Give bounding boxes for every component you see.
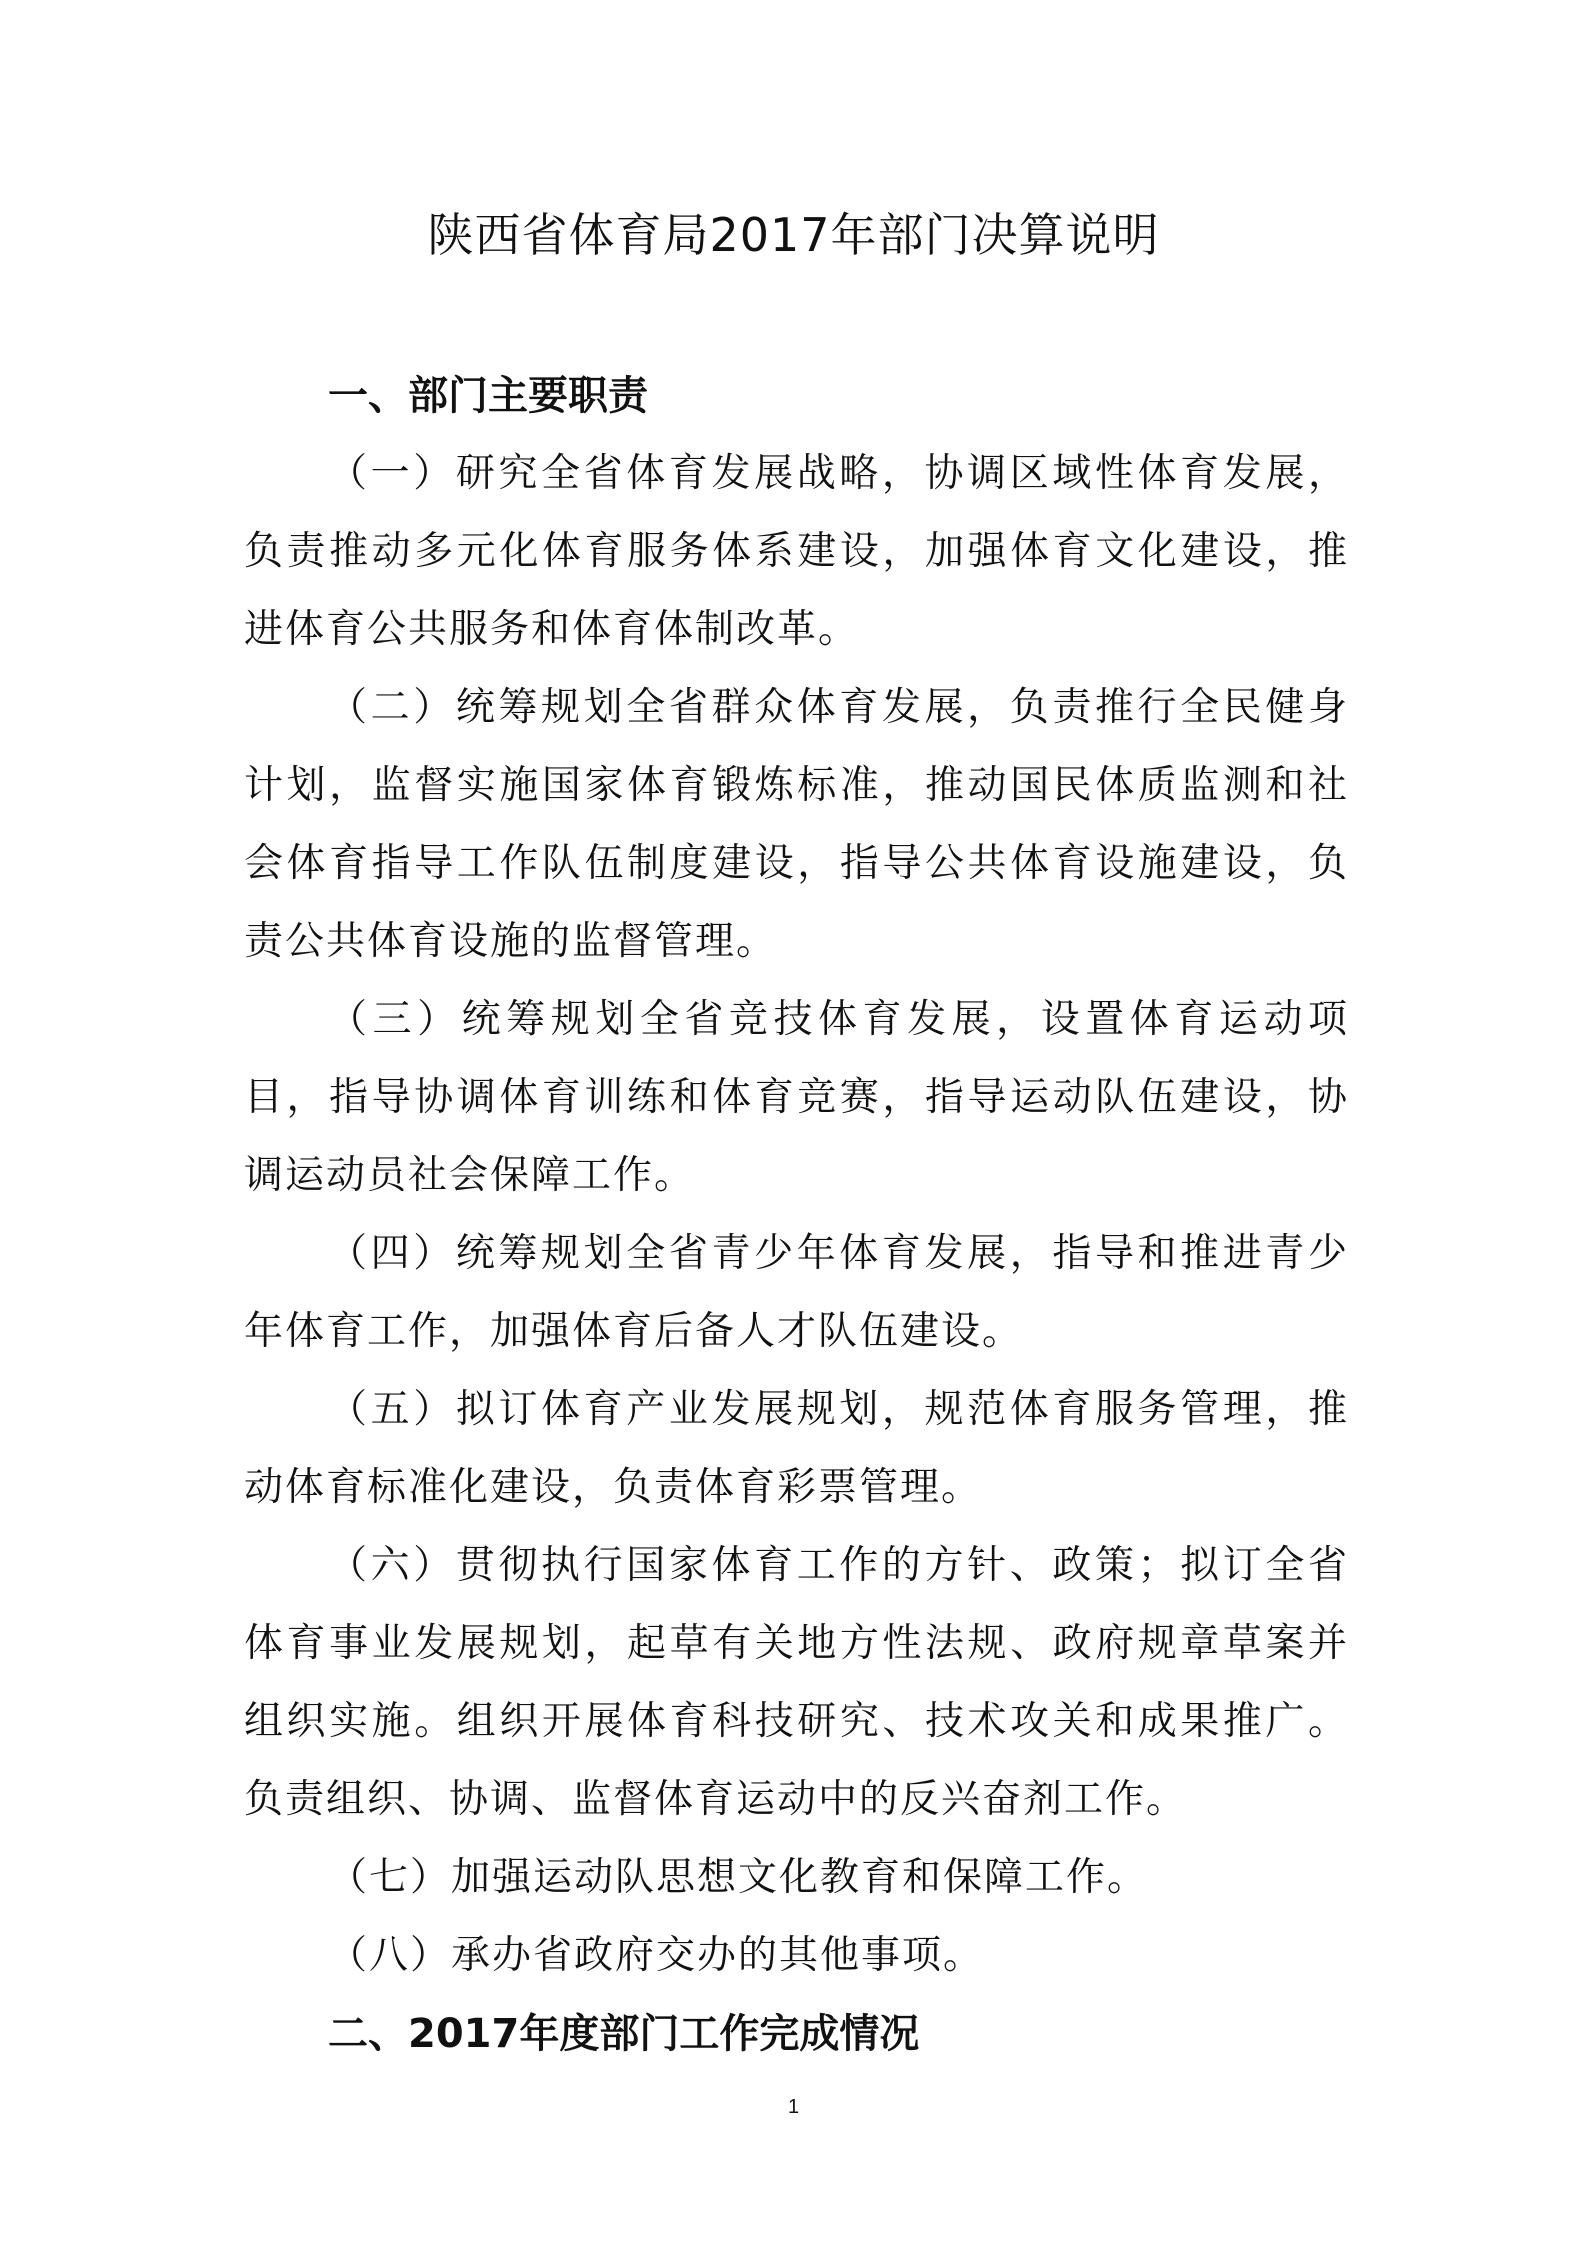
page-number: 1 bbox=[787, 2096, 800, 2118]
duty-paragraph-2: （二）统筹规划全省群众体育发展，负责推行全民健身计划，监督实施国家体育锻炼标准，推动国民体质监测和社会体育指导工作队伍制度建设，指导公共体育设施建设，负责公共体育设施的监督管理。 bbox=[244, 685, 1349, 964]
duty-paragraph-8: （八）承办省政府交办的其他事项。 bbox=[328, 1933, 985, 1978]
duty-paragraph-3: （三）统筹规划全省竞技体育发展，设置体育运动项目，指导协调体育训练和体育竞赛，指导运动队伍建设，协调运动员社会保障工作。 bbox=[244, 997, 1349, 1198]
section-heading-duties: 一、部门主要职责 bbox=[328, 373, 648, 419]
document-title: 陕西省体育局2017年部门决算说明 bbox=[427, 208, 1160, 262]
section-heading-work-completion: 二、2017年度部门工作完成情况 bbox=[328, 2011, 920, 2057]
duty-paragraph-7: （七）加强运动队思想文化教育和保障工作。 bbox=[328, 1855, 1149, 1900]
duty-paragraph-4: （四）统筹规划全省青少年体育发展，指导和推进青少年体育工作，加强体育后备人才队伍建设。 bbox=[244, 1231, 1349, 1354]
document-body bbox=[244, 357, 1349, 2073]
duty-paragraph-5: （五）拟订体育产业发展规划，规范体育服务管理，推动体育标准化建设，负责体育彩票管理。 bbox=[244, 1387, 1349, 1510]
duty-paragraph-6: （六）贯彻执行国家体育工作的方针、政策；拟订全省体育事业发展规划，起草有关地方性法规、政府规章草案并组织实施。组织开展体育科技研究、技术攻关和成果推广。负责组织、协调、监督体育运动中的反兴奋剂工作。 bbox=[244, 1543, 1349, 1822]
duty-paragraph-1: （一）研究全省体育发展战略，协调区域性体育发展，负责推动多元化体育服务体系建设，加强体育文化建设，推进体育公共服务和体育体制改革。 bbox=[244, 451, 1349, 652]
